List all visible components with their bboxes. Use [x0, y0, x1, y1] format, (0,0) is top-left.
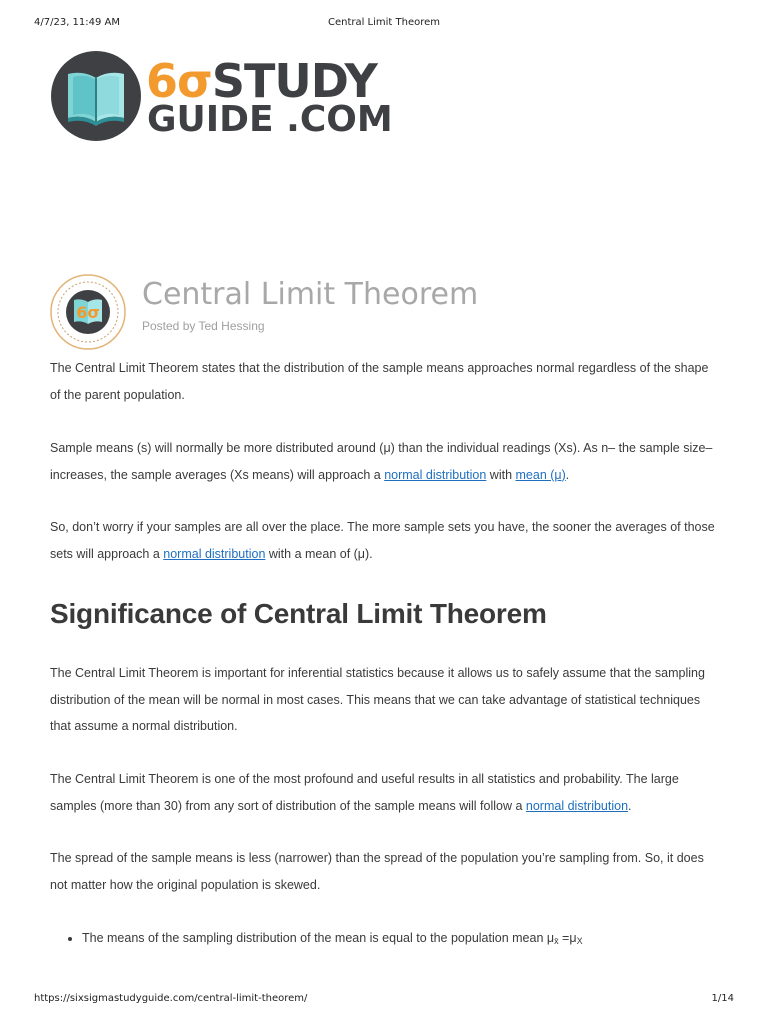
print-page-number: 1/14 [711, 993, 734, 1004]
site-logo[interactable] [50, 50, 400, 140]
paragraph-sample-means: Sample means (s) will normally be more distributed around (μ) than the individual readings (Xs). As n– the sample size– increases, the sample averages (Xs means) will approach a normal distribution with mean (μ). [50, 441, 713, 482]
section-heading-significance: Significance of Central Limit Theorem [50, 598, 547, 629]
author-link[interactable]: Ted Hessing [198, 319, 265, 333]
normal-distribution-link[interactable]: normal distribution [525, 798, 629, 813]
paragraph-inferential: The Central Limit Theorem is important for inferential statistics because it allows us to safely assume that the sampling distribution of the mean will be normal in most cases. This means that we can take advantage of statistical techniques that assume a normal distribution. [50, 666, 705, 733]
post-title: Central Limit Theorem [142, 277, 479, 312]
paragraph-profound: The Central Limit Theorem is one of the most profound and useful results in all statistics and probability. The large samples (more than 30) from any sort of distribution of the sample means will follow a normal distribution. [50, 772, 679, 813]
logo-wordmark-top: 6σSTUDY [146, 54, 377, 108]
normal-distribution-link[interactable]: normal distribution [163, 546, 266, 561]
book-icon [50, 50, 142, 142]
print-datetime: 4/7/23, 11:49 AM [34, 17, 121, 28]
bullet-list [50, 925, 752, 954]
normal-distribution-link[interactable]: normal distribution [384, 467, 487, 482]
print-page-title: Central Limit Theorem [327, 17, 441, 28]
author-avatar [50, 274, 126, 350]
svg-text:6σ: 6σ [76, 303, 100, 322]
post-meta [142, 319, 265, 333]
print-url: https://sixsigmastudyguide.com/central-limit-theorem/ [34, 993, 308, 1004]
print-footer [34, 993, 734, 1007]
paragraph-dont-worry: So, don’t worry if your samples are all over the place. The more sample sets you have, the sooner the averages of those sets will approach a normal distribution with a mean of (μ). [50, 520, 715, 561]
list-item: • The means of the sampling distribution of the mean is equal to the population mean $\mu_{x̄} =\mu_X$ [82, 925, 752, 954]
paragraph-intro: The Central Limit Theorem states that the distribution of the sample means approaches normal regardless of the shape of the parent population. [50, 361, 709, 402]
logo-wordmark-bottom: GUIDE .COM [147, 99, 393, 140]
posted-by-label: Posted by [142, 319, 196, 333]
print-header [34, 17, 734, 31]
mean-link[interactable]: mean (μ) [515, 467, 566, 482]
paragraph-spread: The spread of the sample means is less (narrower) than the spread of the population you’re sampling from. So, it does not matter how the original population is skewed. [50, 851, 704, 892]
